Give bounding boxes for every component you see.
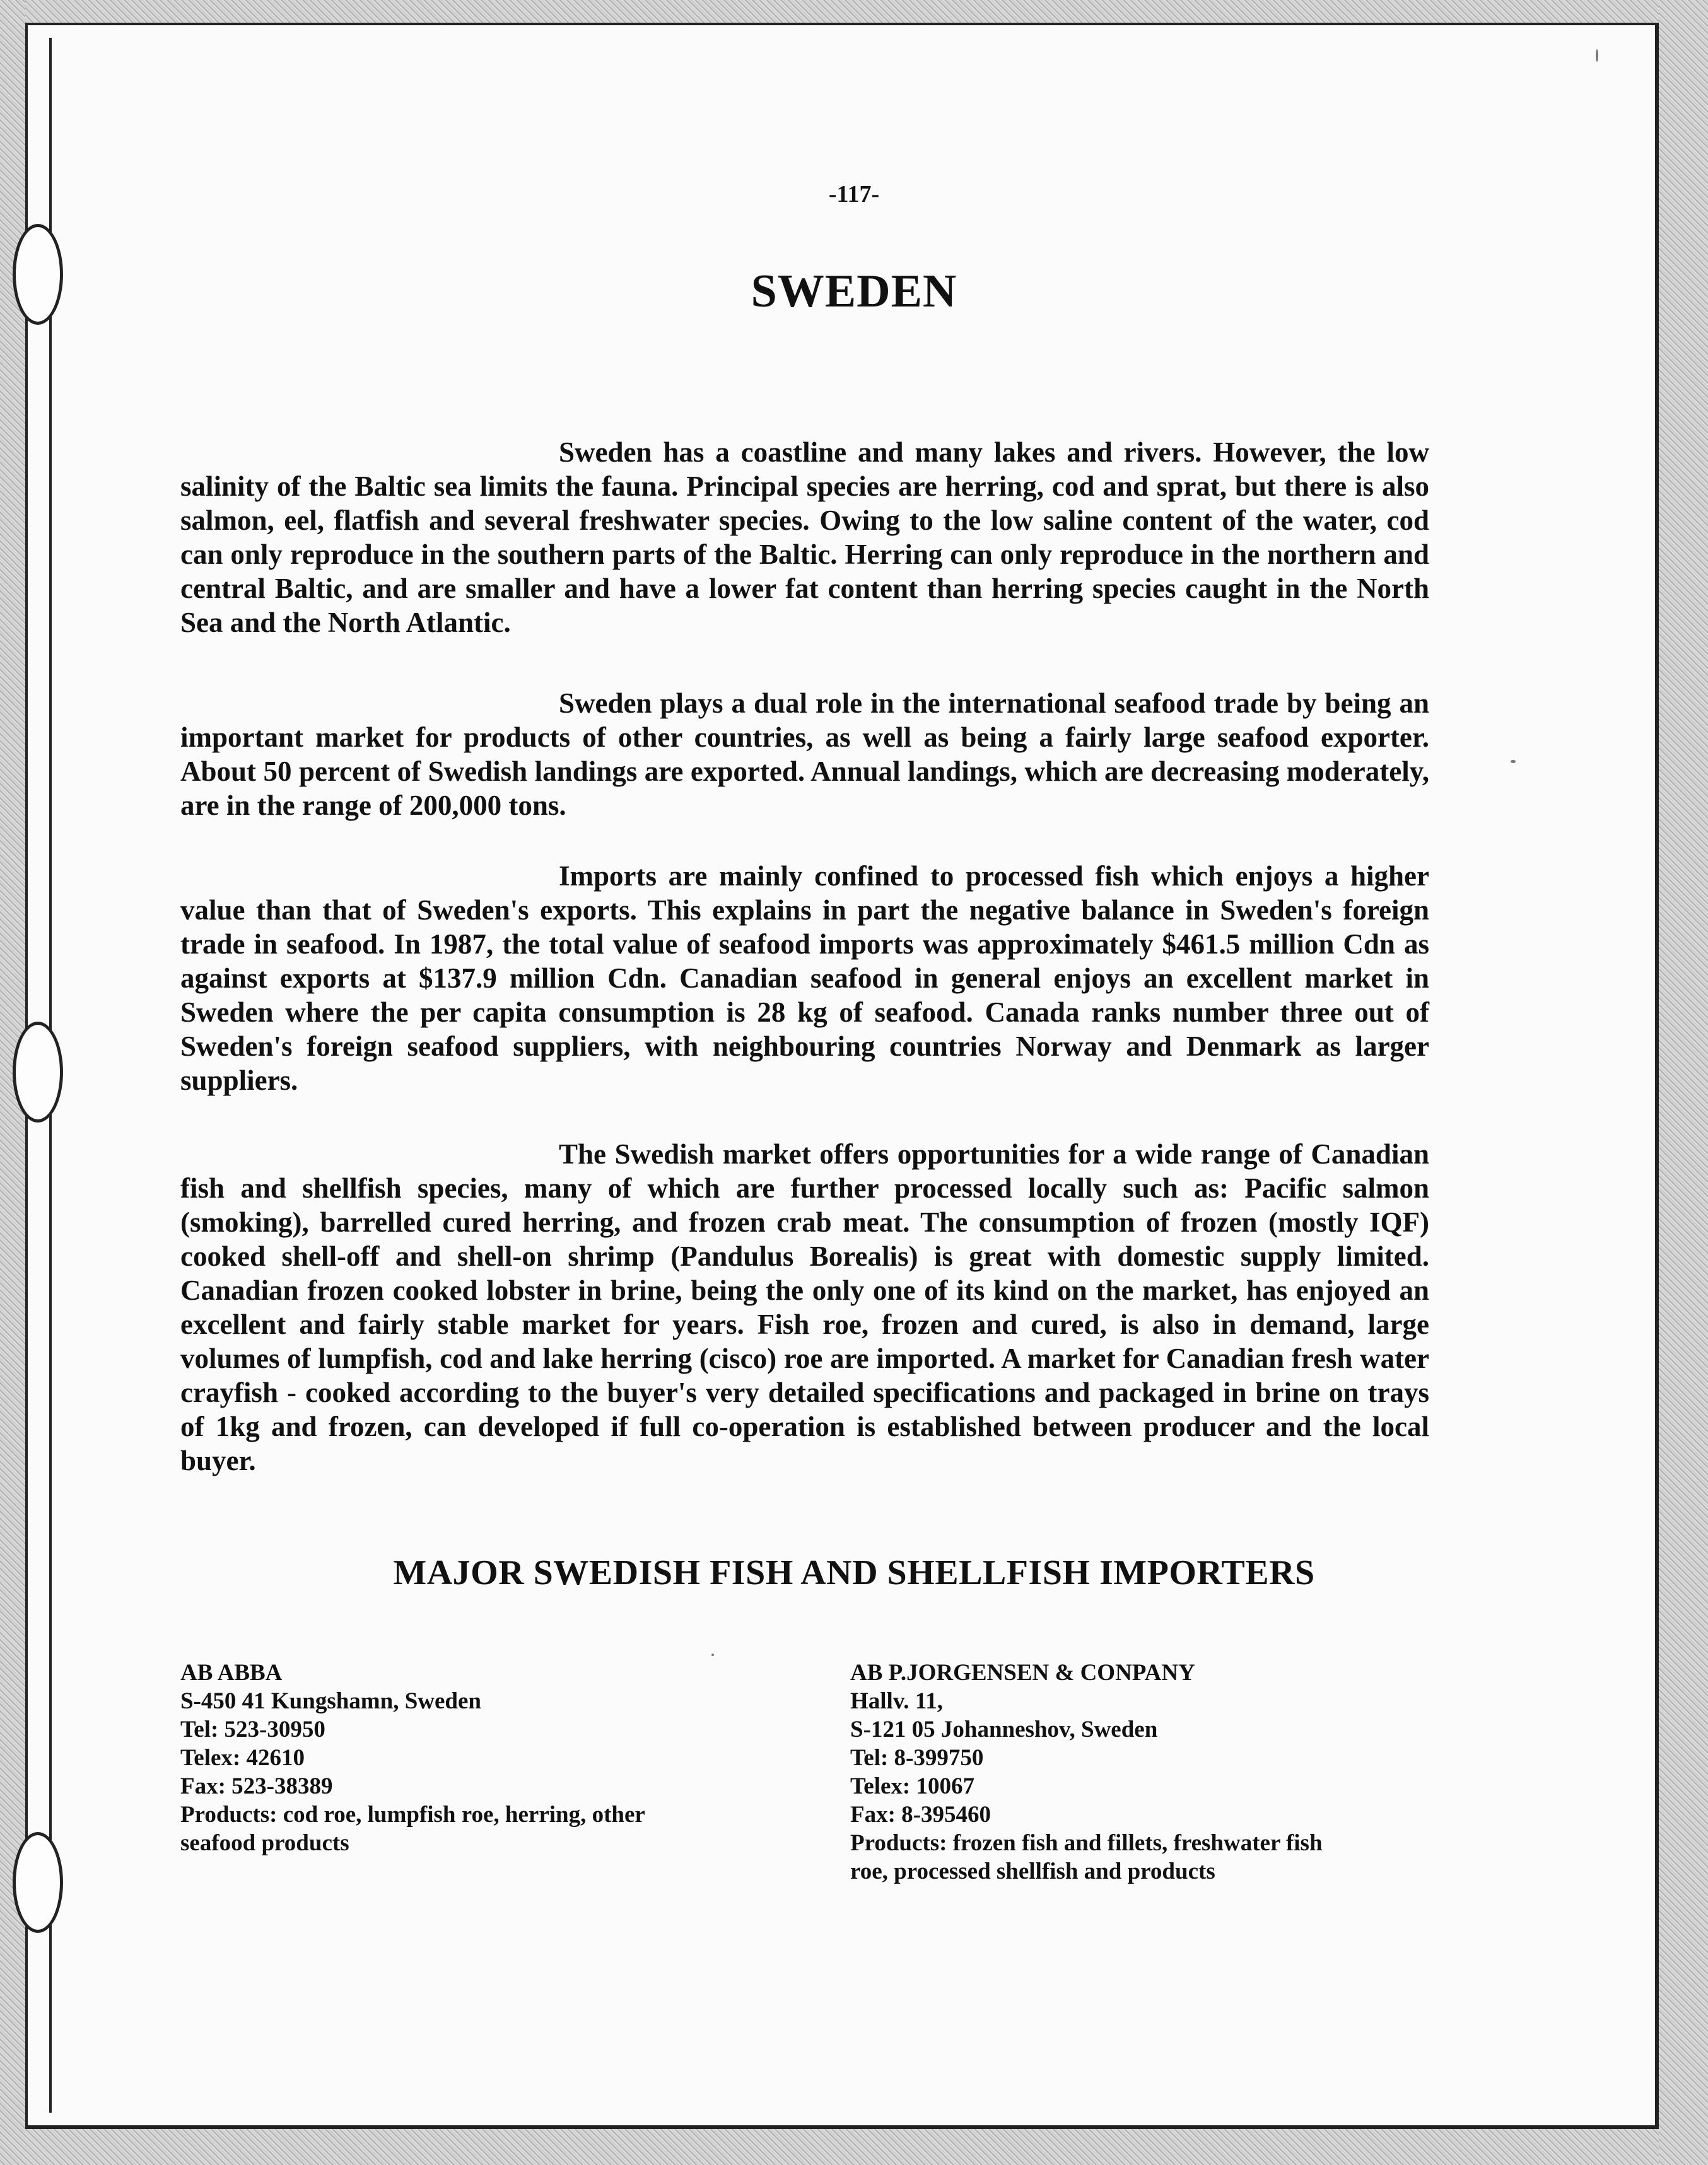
importer-entry (180, 1659, 748, 1857)
importer-address: S-450 41 Kungshamn, Sweden (180, 1688, 482, 1714)
paragraph-text: Sweden plays a dual role in the international seafood trade by being an important market for products of other countries, as well as being a fairly large seafood exporter. About 50 percent of Swedish landings are exported. Annual landings, which are decreasing moderately, are in the range of 200,000 tons. (180, 687, 1429, 821)
scan-border-right (1659, 0, 1708, 2165)
paragraph (180, 435, 1429, 639)
importer-products: roe, processed shellfish and products (850, 1859, 1215, 1884)
importer-products: Products: cod roe, lumpfish roe, herring, other (180, 1802, 645, 1828)
paragraph-text: Sweden has a coastline and many lakes and rivers. However, the low salinity of the Baltic sea limits the fauna. Principal species are herring, cod and sprat, but there is also salmon, eel, flatfish and several freshwater species. Owing to the low saline content of the water, cod can only reproduce in the southern parts of the Baltic. Herring can only reproduce in the northern and central Baltic, and are smaller and have a lower fat content than herring species caught in the North Sea and the North Atlantic. (180, 436, 1429, 638)
paragraph-text: Imports are mainly confined to processed fish which enjoys a higher value than that of Sweden's exports. This explains in part the negative balance in Sweden's foreign trade in seafood. In 1987, the total value of seafood imports was approximately $461.5 million Cdn as against exports at $137.9 million Cdn. Canadian seafood in general enjoys an excellent market in Sweden where the per capita consumption is 28 kg of seafood. Canada ranks number three out of Sweden's foreign seafood suppliers, with neighbouring countries Norway and Denmark as larger suppliers. (180, 860, 1429, 1096)
importer-products: seafood products (180, 1830, 349, 1856)
importer-address: Hallv. 11, (850, 1688, 944, 1714)
importer-entry (850, 1659, 1418, 1886)
paragraph-text: The Swedish market offers opportunities for a wide range of Canadian fish and shellfish species, many of which are further processed locally such as: Pacific salmon (smoking), barrelled cured herring, and frozen crab meat. The consumption of frozen (mostly IQF) cooked shell-off and shell-on shrimp (Pandulus Borealis) is great with domestic supply limited. Canadian frozen cooked lobster in brine, being the only one of its kind on the market, has enjoyed an excellent and fairly stable market for years. Fish roe, frozen and cured, is also in demand, large volumes of lumpfish, cod and lake herring (cisco) roe are imported. A market for Canadian fresh water crayfish - cooked according to the buyer's very detailed specifications and packaged in brine on trays of 1kg and frozen, can developed if full co-operation is established between producer and the local buyer. (180, 1138, 1429, 1476)
scan-border-bottom (0, 2129, 1708, 2165)
binder-ring-hole (13, 1022, 63, 1123)
importer-products: Products: frozen fish and fillets, freshwater fish (850, 1830, 1323, 1856)
binder-ring-hole (13, 1832, 63, 1933)
importer-telex: Telex: 10067 (850, 1773, 974, 1799)
importer-fax: Fax: 523-38389 (180, 1773, 333, 1799)
importer-telex: Telex: 42610 (180, 1745, 305, 1771)
page-number: -117- (828, 181, 880, 207)
importer-name: AB P.JORGENSEN & CONPANY (850, 1660, 1195, 1686)
importer-fax: Fax: 8-395460 (850, 1802, 991, 1828)
scan-speck (1596, 49, 1598, 62)
paragraph (180, 686, 1429, 822)
scan-speck (1511, 760, 1516, 763)
scan-border-top (0, 0, 1708, 23)
paragraph (180, 859, 1429, 1097)
importer-tel: Tel: 8-399750 (850, 1745, 984, 1771)
section-heading: MAJOR SWEDISH FISH AND SHELLFISH IMPORTERS (393, 1553, 1315, 1592)
importer-tel: Tel: 523-30950 (180, 1717, 325, 1742)
importer-address: S-121 05 Johanneshov, Sweden (850, 1717, 1158, 1742)
page-title: SWEDEN (751, 266, 957, 317)
scan-speck (711, 1654, 714, 1656)
paragraph (180, 1137, 1429, 1478)
importer-name: AB ABBA (180, 1660, 283, 1686)
